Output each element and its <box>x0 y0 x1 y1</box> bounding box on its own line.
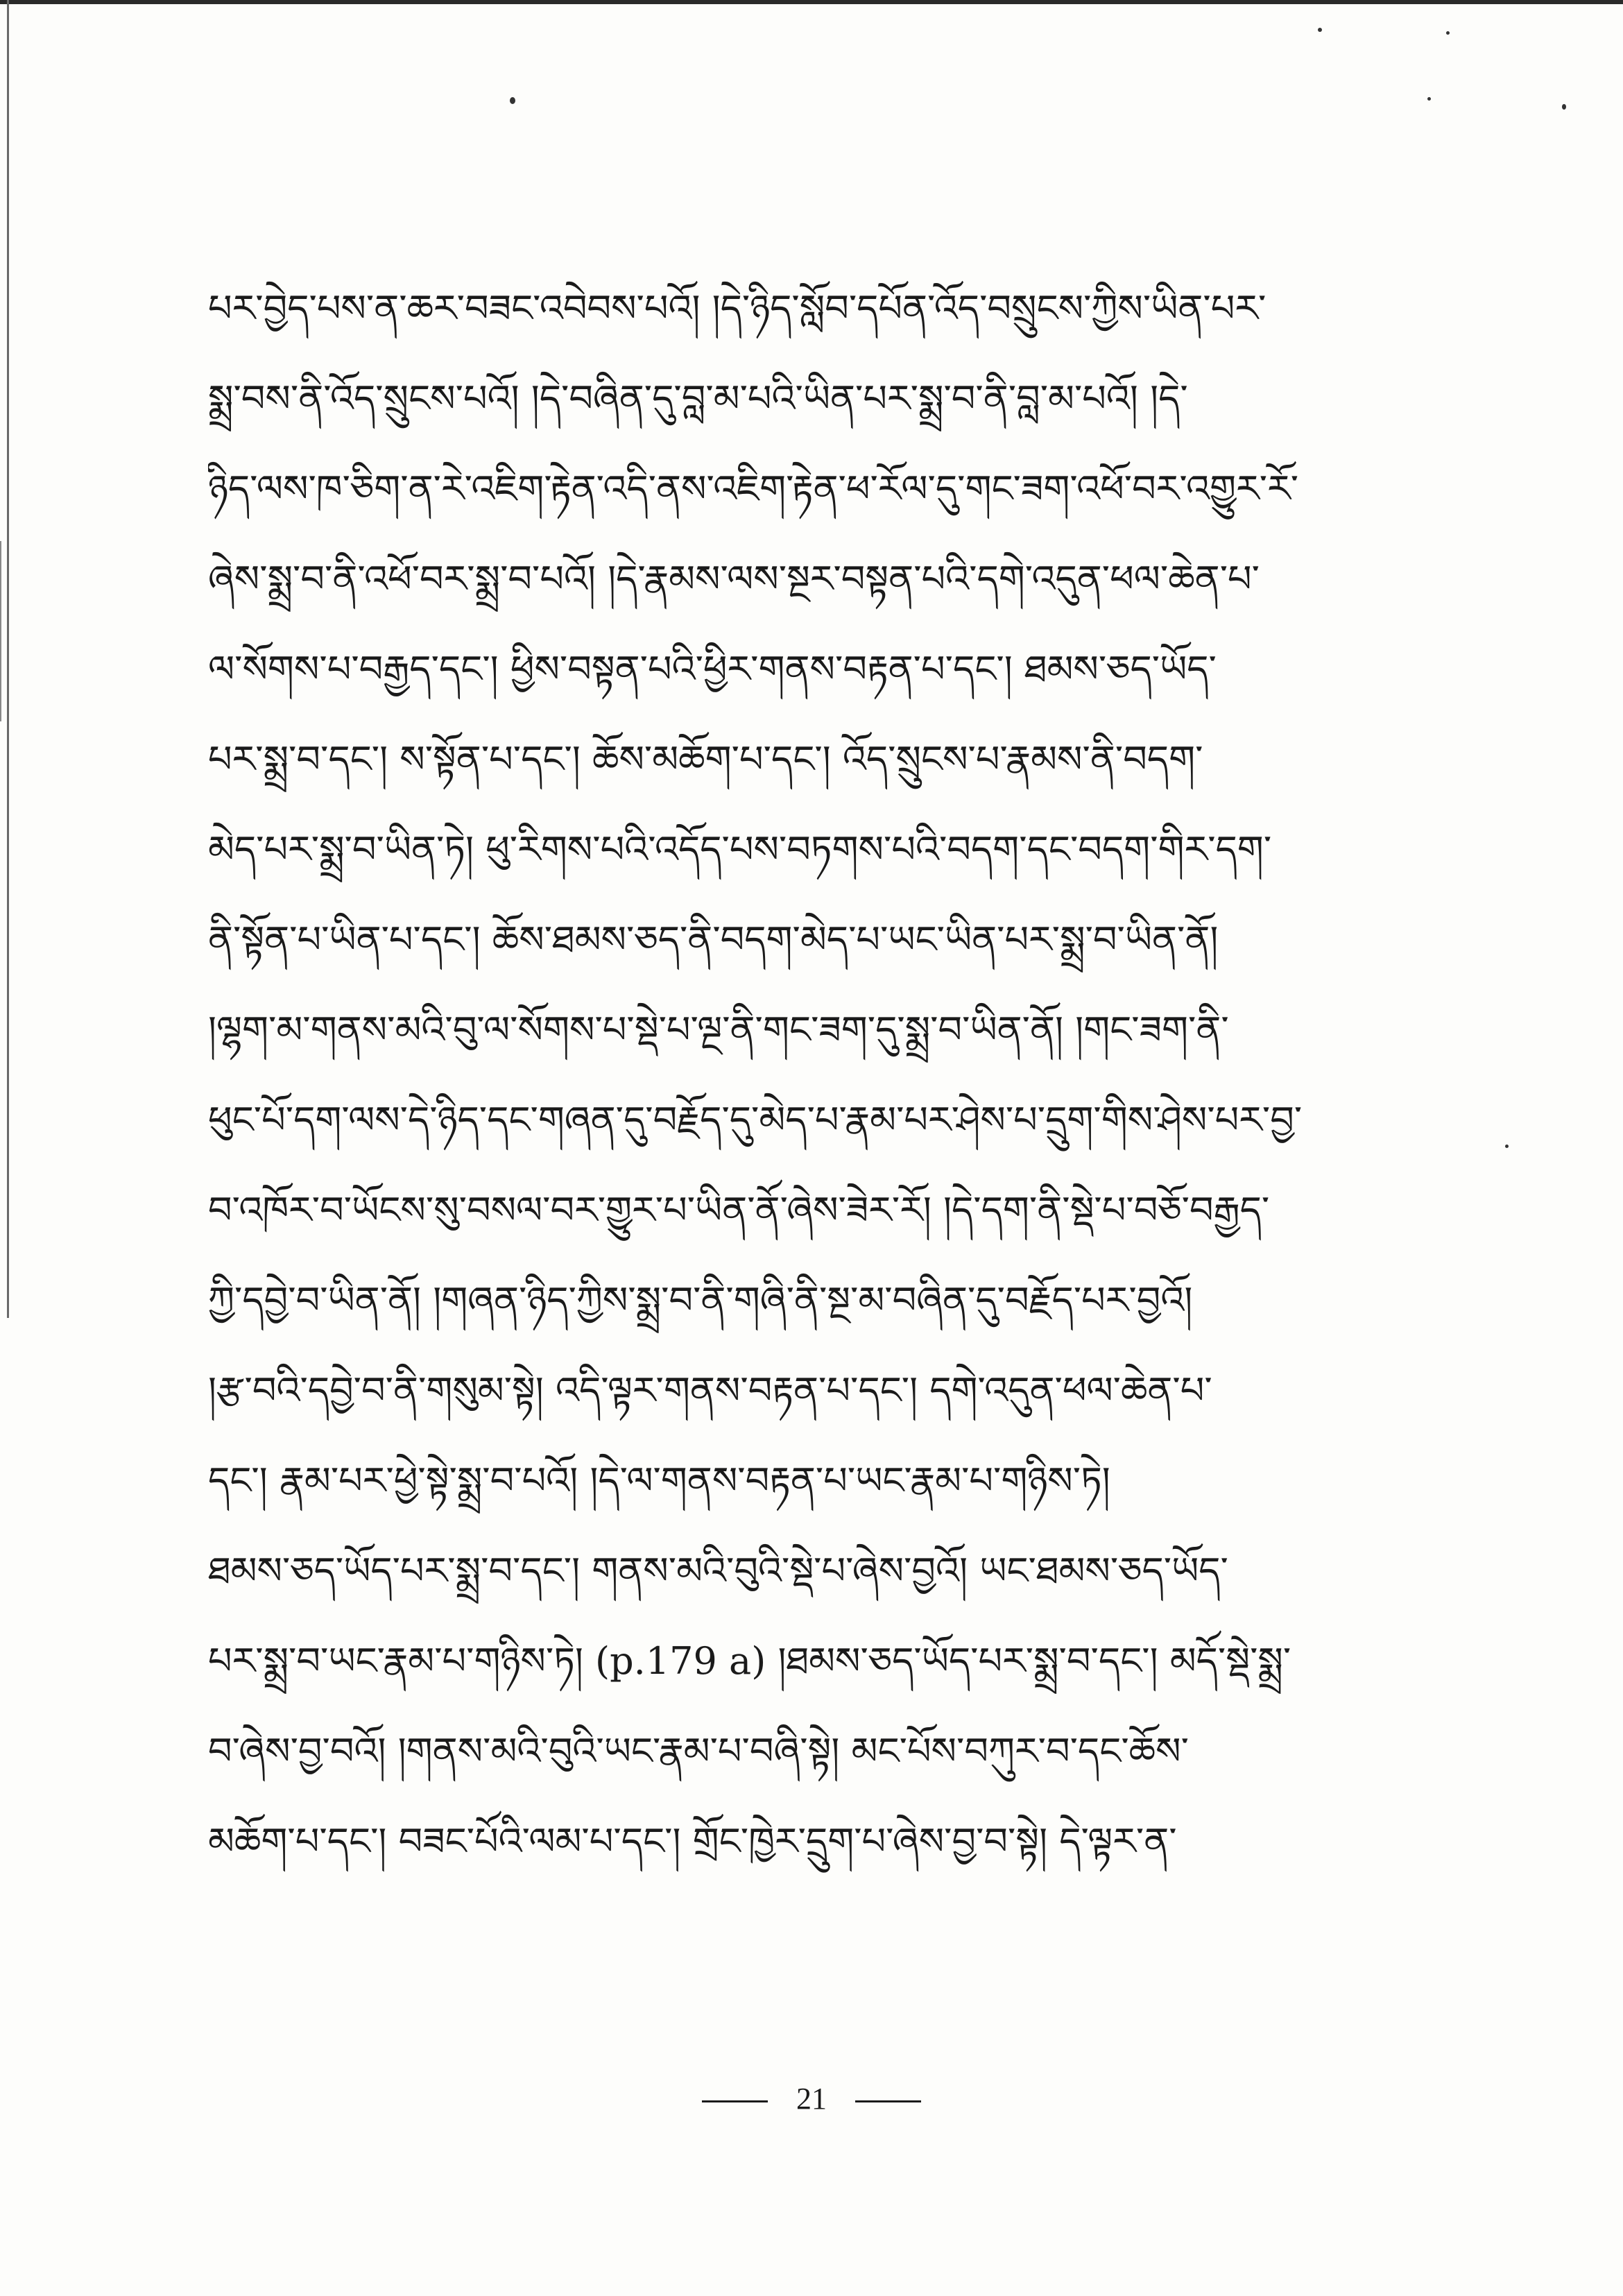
scan-top-border <box>0 0 1623 4</box>
text-line: ཕུང་པོ་དག་ལས་དེ་ཉིད་དང་གཞན་དུ་བརྗོད་དུ་མེད་པ་རྣམ་པར་ཤེས་པ་དྲུག་གིས་ཤེས་པར་བྱ་ <box>208 1098 1303 1142</box>
text-line: ཞེས་སྨྲ་བ་ནི་འཕོ་བར་སྨྲ་བ་པའོ། །དེ་རྣམས་ལས་སྔར་བསྟན་པའི་དགེ་འདུན་ཕལ་ཆེན་པ་ <box>208 557 1260 601</box>
text-line: ཉིད་ལས་ཁ་ཅིག་ན་རེ་འཇིག་རྟེན་འདི་ནས་འཇིག་རྟེན་ཕ་རོལ་དུ་གང་ཟག་འཕོ་བར་འགྱུར་རོ་ <box>208 467 1299 511</box>
text-line: དང་། རྣམ་པར་ཕྱེ་སྟེ་སྨྲ་བ་པའོ། །དེ་ལ་གནས་བརྟན་པ་ཡང་རྣམ་པ་གཉིས་ཏེ། <box>208 1459 1110 1502</box>
text-line: བ་འཁོར་བ་ཡོངས་སུ་བསལ་བར་གྱུར་པ་ཡིན་ནོ་ཞེས་ཟེར་རོ། །དེ་དག་ནི་སྡེ་པ་བཅོ་བརྒྱད་ <box>208 1188 1270 1232</box>
scan-speck <box>1446 31 1450 35</box>
text-line: བ་ཞེས་བྱ་བའོ། །གནས་མའི་བུའི་ཡང་རྣམ་པ་བཞི་སྟེ། མང་པོས་བཀུར་བ་དང་ཆོས་ <box>208 1729 1189 1773</box>
text-line: མཆོག་པ་དང་། བཟང་པོའི་ལམ་པ་དང་། གྲོང་ཁྱེར་དྲུག་པ་ཞེས་བྱ་བ་སྟེ། དེ་ལྟར་ན་ <box>208 1819 1177 1863</box>
text-line: ཐམས་ཅད་ཡོད་པར་སྨྲ་བ་དང་། གནས་མའི་བུའི་སྡེ་པ་ཞེས་བྱའོ། ཡང་ཐམས་ཅད་ཡོད་ <box>208 1549 1228 1593</box>
page-footer <box>0 2081 1623 2116</box>
scan-speck <box>1318 28 1322 32</box>
scan-speck <box>1505 1145 1509 1148</box>
text-line: ནི་སྟོན་པ་ཡིན་པ་དང་། ཆོས་ཐམས་ཅད་ནི་བདག་མེད་པ་ཡང་ཡིན་པར་སྨྲ་བ་ཡིན་ནོ། <box>208 918 1219 961</box>
footer-rule-left <box>702 2100 768 2102</box>
tibetan-text-body <box>208 264 1443 1887</box>
scan-left-border <box>7 0 9 1318</box>
text-line: སྨྲ་བས་ནི་འོད་སྲུངས་པའོ། །དེ་བཞིན་དུ་བླ་མ་པའི་ཡིན་པར་སྨྲ་བ་ནི་བླ་མ་པའོ། །དེ་ <box>208 377 1188 420</box>
text-line: །ལྷག་མ་གནས་མའི་བུ་ལ་སོགས་པ་སྡེ་པ་ལྔ་ནི་གང་ཟག་དུ་སྨྲ་བ་ཡིན་ནོ། །གང་ཟག་ནི་ <box>208 1008 1229 1052</box>
text-line: ཀྱི་དབྱེ་བ་ཡིན་ནོ། །གཞན་ཉིད་ཀྱིས་སྨྲ་བ་ནི་གཞི་ནི་སྔ་མ་བཞིན་དུ་བརྗོད་པར་བྱའོ། <box>208 1278 1193 1322</box>
text-line: པར་བྱེད་པས་ན་ཆར་བཟང་འབེབས་པའོ། །དེ་ཉིད་སློབ་དཔོན་འོད་བསྲུངས་ཀྱིས་ཡིན་པར་ <box>208 286 1266 330</box>
text-line: མེད་པར་སྨྲ་བ་ཡིན་ཏེ། ཕུ་རིགས་པའི་འདོད་པས་བཏགས་པའི་བདག་དང་བདག་གིར་དག་ <box>208 828 1272 871</box>
scan-speck <box>1427 97 1431 101</box>
scan-speck <box>510 97 515 104</box>
scan-speck <box>1562 104 1566 110</box>
text-line: པར་སྨྲ་བ་ཡང་རྣམ་པ་གཉིས་ཏེ། (p.179 a) །ཐམས་ཅད་ཡོད་པར་སྨྲ་བ་དང་། མདོ་སྡེ་སྨྲ་ <box>208 1639 1291 1683</box>
text-line: ལ་སོགས་པ་བརྒྱད་དང་། ཕྱིས་བསྟན་པའི་ཕྱིར་གནས་བརྟན་པ་དང་། ཐམས་ཅད་ཡོད་ <box>208 647 1217 691</box>
text-line: །རྩ་བའི་དབྱེ་བ་ནི་གསུམ་སྟེ། འདི་ལྟར་གནས་བརྟན་པ་དང་། དགེ་འདུན་ཕལ་ཆེན་པ་ <box>208 1369 1212 1412</box>
scan-left-mark <box>0 541 1 721</box>
footer-rule-right <box>855 2100 921 2102</box>
text-line: པར་སྨྲ་བ་དང་། ས་སྟོན་པ་དང་། ཆོས་མཆོག་པ་དང་། འོད་སྲུངས་པ་རྣམས་ནི་བདག་ <box>208 737 1203 781</box>
page-number: 21 <box>796 2082 827 2116</box>
